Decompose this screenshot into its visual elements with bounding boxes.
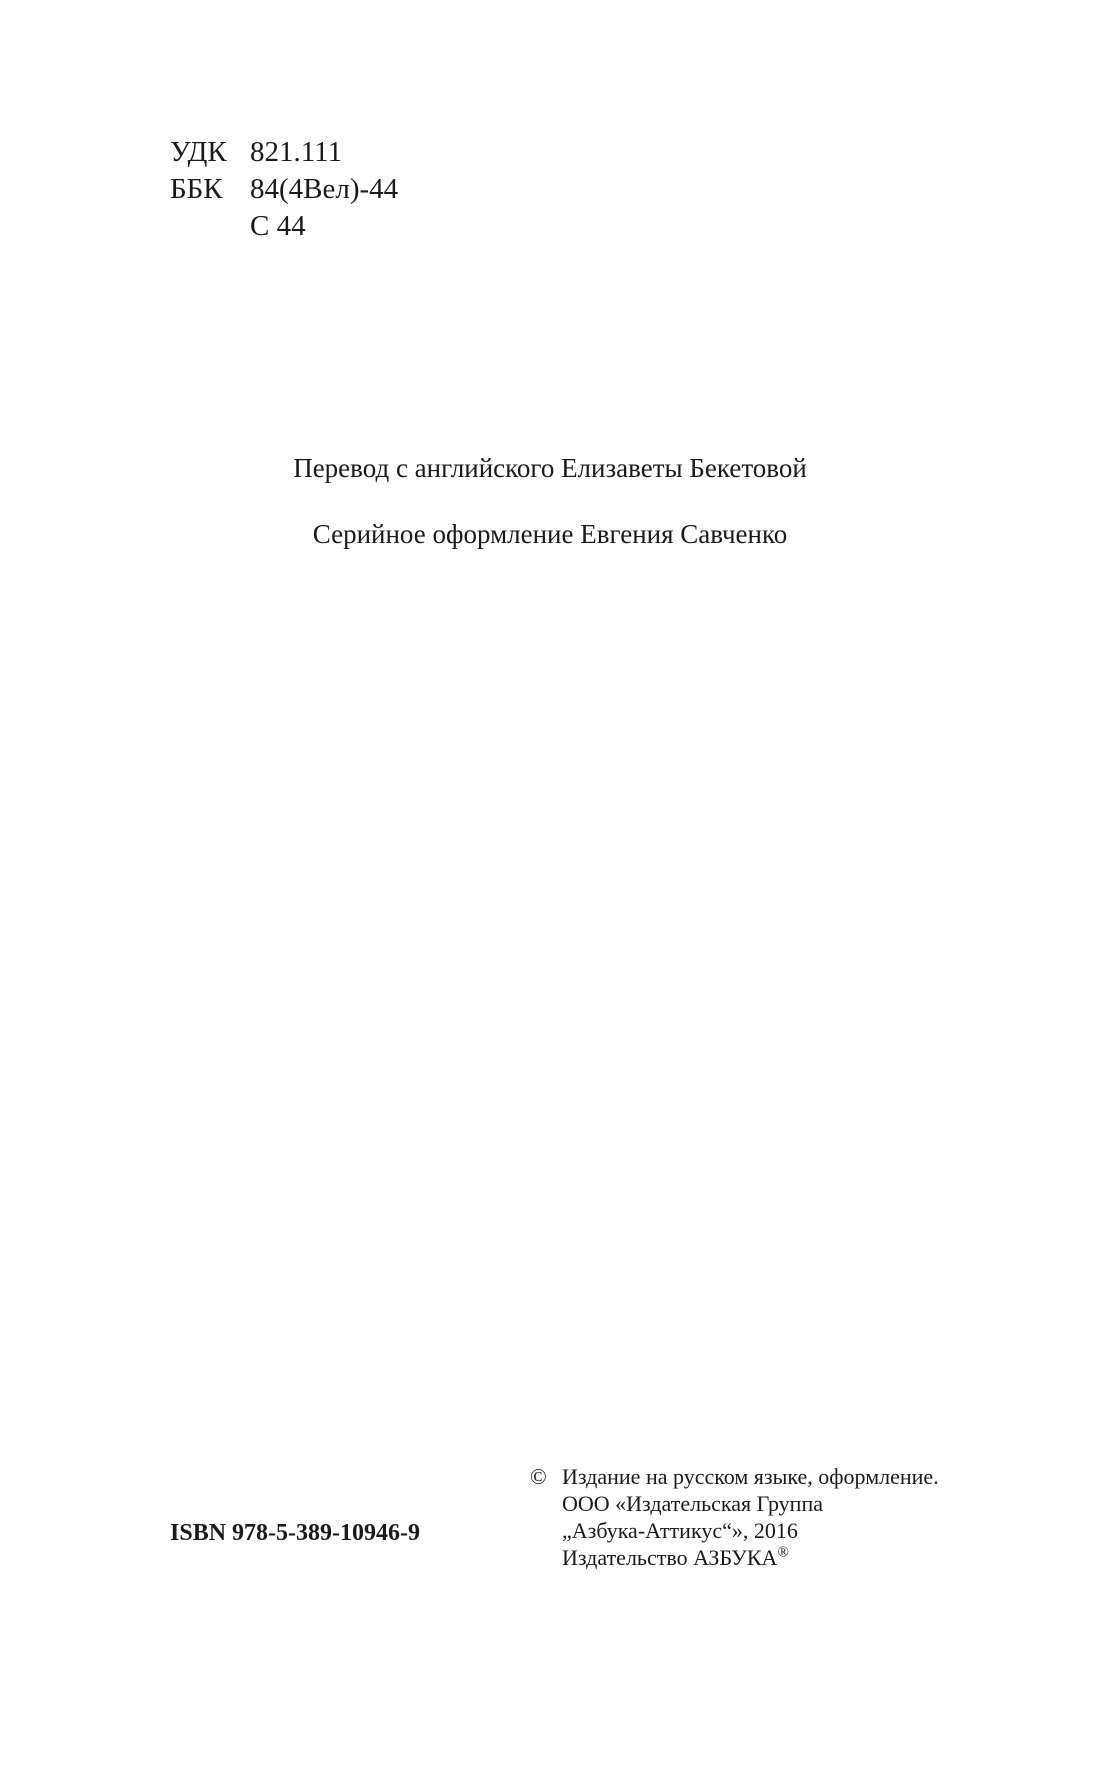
author-mark-row (170, 208, 398, 245)
translation-credit: Перевод с английского Елизаветы Бекетовой (293, 453, 807, 483)
copyright-line-4: Издательство АЗБУКА (562, 1545, 778, 1570)
library-classification (170, 134, 398, 245)
copyright-line-2: ООО «Издательская Группа (562, 1491, 823, 1516)
publisher-name (562, 1544, 789, 1571)
design-credit: Серийное оформление Евгения Савченко (312, 519, 788, 549)
udk-label: УДК (170, 136, 227, 168)
author-mark: С 44 (250, 210, 306, 242)
copyright-line-1: Издание на русском языке, оформление. (562, 1464, 939, 1489)
udk-value: 821.111 (250, 136, 343, 168)
bbk-row (170, 171, 398, 208)
copyright-line (530, 1544, 939, 1571)
copyright-line-3: „Азбука-Аттикус“», 2016 (562, 1518, 798, 1543)
author-mark-spacer (170, 208, 250, 245)
copyright-line (530, 1463, 939, 1490)
udk-row (170, 134, 398, 171)
copyright-line (530, 1517, 939, 1544)
copyright-symbol: © (530, 1464, 547, 1489)
isbn-number: ISBN 978-5-389-10946-9 (170, 1520, 420, 1546)
bbk-label: ББК (170, 173, 223, 205)
copyright-notice (530, 1463, 939, 1571)
bbk-value: 84(4Вел)-44 (250, 173, 399, 205)
registered-mark: ® (777, 1544, 789, 1561)
copyright-line (530, 1490, 939, 1517)
